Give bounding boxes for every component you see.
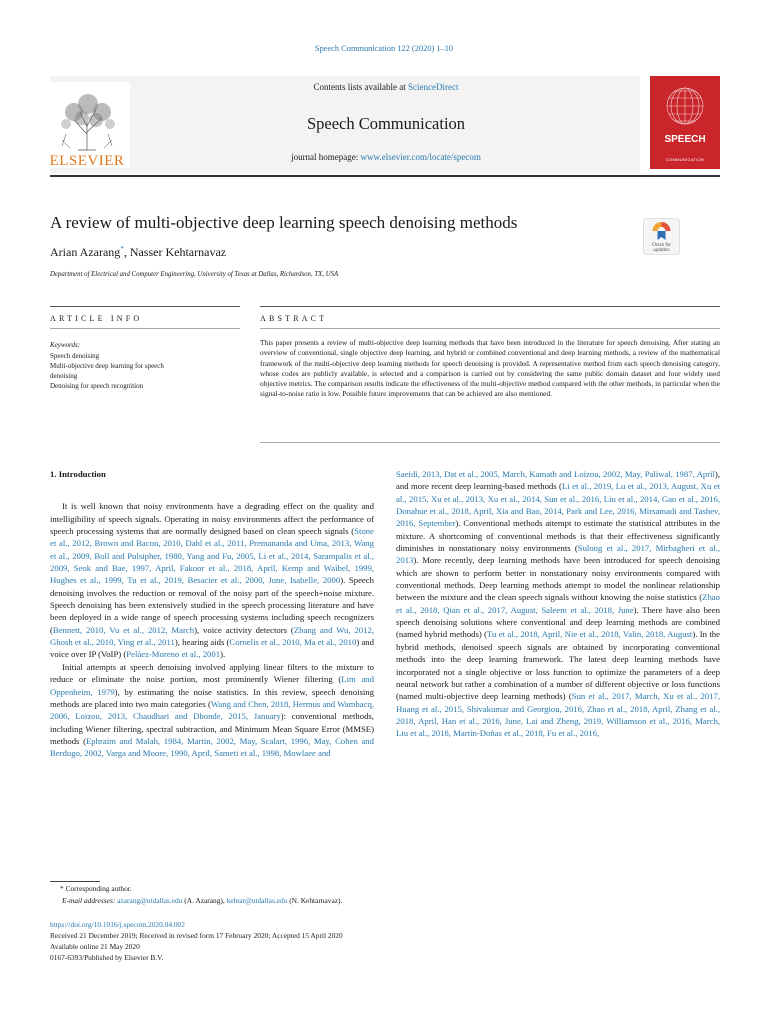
body-text: ). There have also been speech denoising solutions where conventional and deep learning methods are combined (named hybrid methods) (	[396, 604, 720, 640]
section-heading: 1. Introduction	[50, 469, 106, 479]
email-link[interactable]: azarang@utdallas.edu	[117, 896, 183, 905]
citation-link[interactable]: Li et al., 2019, Lu et al., 2013, August, Xu et al., 2015, Xu et al., 2013, Xu et al., 2014, Sun et al., 2016, Liu et al., 2014, Gao et al., 2016, Donahue et al., 2018, April, Xia and Bao, 2014, Park and Lee, 2016, Mirsamadi and Tashev, 2016, September	[396, 481, 720, 529]
journal-cover[interactable]	[650, 76, 720, 169]
body-text: ). Conventional methods attempt to estimate the statistical attributes in the mixture. A shortcoming of conventional methods is that their effectiveness significantly diminishes in nonstationary noisy environments (	[396, 518, 720, 554]
body-text: ), and more recent deep learning-based methods (	[396, 469, 720, 492]
body-column-left	[50, 468, 374, 760]
citation-link[interactable]: Saeidi, 2013, Dat et al., 2005, March, Kamath and Loizou, 2002, May, Paliwal, 1987, April	[396, 469, 715, 479]
body-text: ) and voice over IP (VoIP) (	[50, 637, 374, 660]
paragraph	[50, 661, 374, 760]
citation-link[interactable]: Ephraim and Malah, 1984, Martin, 2002, May, Scalart, 1996, May, Cohen and Berdugo, 2002, Varga and Moore, 1990, April, Sameti et al., 1998, Mowlaee and	[50, 735, 374, 759]
paragraph	[396, 468, 720, 740]
citation-link[interactable]: Zhao et al., 2018, Qian et al., 2017, August, Saleem et al., 2018, June	[396, 592, 720, 615]
citation-link[interactable]: Zhang and Wu, 2012, Ghosh et al., 2010, Ying et al., 2011	[50, 624, 375, 648]
body-text: Initial attempts at speech denoising involved applying linear filters to the mixture to reduce or eliminate the noise portion, most prominently Wiener filtering (	[50, 661, 374, 685]
body-text: It is well known that noisy environments have a degrading effect on the quality and intelligibility of speech signals. Operating in noisy environments affect the performance of speech processing systems that are normally designed based on clean speech signals (	[50, 501, 374, 537]
contents-line: Contents lists available at ScienceDirect	[313, 82, 459, 92]
received-dates: Received 21 December 2019; Received in revised form 17 February 2020; Accepted 15 April 2020	[50, 931, 343, 940]
author-name[interactable]: Arian Azarang	[50, 245, 121, 259]
abstract-subrule	[260, 328, 720, 329]
citation-link[interactable]: Tu et al., 2018, April, Nie et al., 2018, Valin, 2018, August	[487, 629, 693, 640]
corresponding-author-mark[interactable]: *	[120, 245, 124, 253]
cover-title-line2: COMMUNICATION	[665, 157, 705, 162]
article-info-rule	[50, 306, 240, 307]
keyword-item: denoising	[50, 372, 78, 380]
available-online: Available online 21 May 2020	[50, 942, 140, 951]
body-column-right	[396, 468, 720, 740]
keyword-item: Speech denoising	[50, 352, 100, 360]
citation-link[interactable]: Bennett, 2010, Vu et al., 2012, March	[52, 624, 195, 635]
affiliation: Department of Electrical and Computer Engineering, University of Texas at Dallas, Richardson, TX, USA	[50, 271, 339, 278]
abstract-heading: ABSTRACT	[260, 314, 328, 323]
svg-text:Check for: Check for	[651, 242, 672, 247]
email-link[interactable]: kehtar@utdallas.edu	[226, 896, 288, 905]
citation-link[interactable]: Cornelis et al., 2010, Ma et al., 2010	[229, 637, 357, 648]
author-list	[50, 245, 226, 260]
footnote-rule	[50, 881, 100, 882]
elsevier-wordmark: ELSEVIER	[49, 153, 125, 169]
citation-link[interactable]: Lim and Oppenheim, 1979	[50, 674, 374, 697]
sciencedirect-link[interactable]: ScienceDirect	[408, 82, 459, 92]
body-text: ). More recently, deep learning methods have been introduced for speech denoising which are shown to perform better in nonstationary noisy environments compared with conventional methods. Deep learning methods attempt to model the nonlinear relationship between the mixture and the clean speech signals without knowing the noise statistics (	[396, 555, 720, 603]
journal-reference[interactable]: Speech Communication 122 (2020) 1–10	[314, 44, 454, 53]
body-text: ).	[220, 649, 226, 660]
svg-text:updates: updates	[653, 247, 670, 252]
corresponding-footnote: * Corresponding author.	[50, 884, 132, 893]
issn-line: 0167-6393/Published by Elsevier B.V.	[50, 953, 164, 962]
body-text: ). In the hybrid methods, denoised speech signals are obtained by incorporating conventional methods into the deep learning framework. The latest deep learning methods have incorporated not a single objective or loss function to optimize the parameters of a deep neural network but rather a combination of a number of different objective or loss functions (named multi-objective deep learning methods) (	[396, 629, 720, 702]
citation-link[interactable]: Stone et al., 2012, Brown and Bacon, 2010, Dahl et al., 2011, Premananda and Uma, 2013, Wang et al., 2009, Boll and Pulsipher, 1980, Yang and Fu, 2005, Li et al., 2014, Sarampalis et al., 2009, Seok and Bae, 1997, April, Fakoor et al., 2018, April, Kemp and Waibel, 1999, Hughes et al., 1999, Tu et al., 2019, Besacier et al., 2000, June, Isabelle, 2000	[50, 526, 374, 586]
journal-name: Speech Communication	[306, 114, 466, 133]
article-title: A review of multi-objective deep learning speech denoising methods	[50, 213, 518, 232]
citation-link[interactable]: Wang and Chen, 2018, Hermus and Wambacq, 2006, Loizou, 2013, Chaudhari and Dhonde, 2015, January	[50, 698, 374, 722]
abstract-rule	[260, 306, 720, 307]
footnote-mark: *	[60, 884, 64, 893]
doi-link[interactable]: https://doi.org/10.1016/j.specom.2020.04.002	[50, 920, 185, 929]
homepage-line: journal homepage: www.elsevier.com/locate/specom	[291, 152, 481, 162]
body-text: ): conventional methods, including Wiener filtering, spectral subtraction, and Minimum Mean Square Error (MMSE) methods (	[50, 711, 374, 746]
article-info-subrule	[50, 328, 240, 329]
keyword-item: Multi-objective deep learning for speech	[50, 362, 164, 370]
journal-homepage-link[interactable]: www.elsevier.com/locate/specom	[360, 152, 481, 162]
abstract-text: This paper presents a review of multi-objective deep learning methods that have been introduced in the literature for speech denoising. After stating an overview of conventional, single objective deep learning, and hybrid or combined conventional and deep learning methods, a review of the mathematical framework of the multi-objective deep learning methods for speech denoising is provided. A representative method from each speech denoising category, whose codes are publicly available, is selected and a comparison is carried out by considering the same public domain dataset and four widely used objective metrics. The comparison results indicate the effectiveness of the multi-objective method compared with the other methods, in particular when the signal-to-noise ratio is low. Possible future improvements that can be achieved are also mentioned.	[260, 338, 720, 399]
header-divider	[50, 175, 720, 177]
body-text: ), by estimating the noise statistics. In this review, speech denoising methods are placed into two main categories (	[50, 686, 374, 709]
citation-link[interactable]: Sun et al., 2017, March, Xu et al., 2017, Huang et al., 2015, Shivakumar and Georgiou, 2016, Zhao et al., 2018, April, Zhang et al., 2018, April, Han et al., 2016, June, Lai and Zheng, 2019, Williamson et al., 2016, March, Liu et al., 2018, Martín-Doñas et al., 2018, Fu et al., 2016,	[396, 691, 720, 739]
globe-icon	[650, 76, 720, 136]
citation-link[interactable]: Sulong et al., 2017, Mirbagheri et al., 2013	[396, 543, 721, 566]
cover-title-line1: SPEECH	[664, 134, 706, 145]
body-text: ). Speech denoising involves the reduction or removal of the noisy part of the speech+noise mixture. Speech denoising has been extensively studied in the speech processing literature and have been deployed in a wide range of speech processing systems including speech recognizers (	[50, 575, 374, 635]
paragraph	[50, 500, 374, 660]
body-text: ), hearing aids (	[174, 637, 230, 648]
email-footnote: E-mail addresses: azarang@utdallas.edu (A. Azarang), kehtar@utdallas.edu (N. Kehtarnavaz).	[62, 896, 343, 905]
abstract-end-rule	[260, 442, 720, 443]
citation-link[interactable]: Peláez-Moreno et al., 2001	[126, 649, 221, 660]
keyword-item: Denoising for speech recognition	[50, 382, 144, 390]
author-name[interactable]: , Nasser Kehtarnavaz	[123, 245, 227, 259]
keywords-label: Keywords:	[50, 341, 81, 349]
body-text: ), voice activity detectors (	[194, 624, 294, 635]
check-for-updates-icon[interactable]	[643, 218, 680, 255]
article-info-heading: ARTICLE INFO	[50, 314, 143, 323]
